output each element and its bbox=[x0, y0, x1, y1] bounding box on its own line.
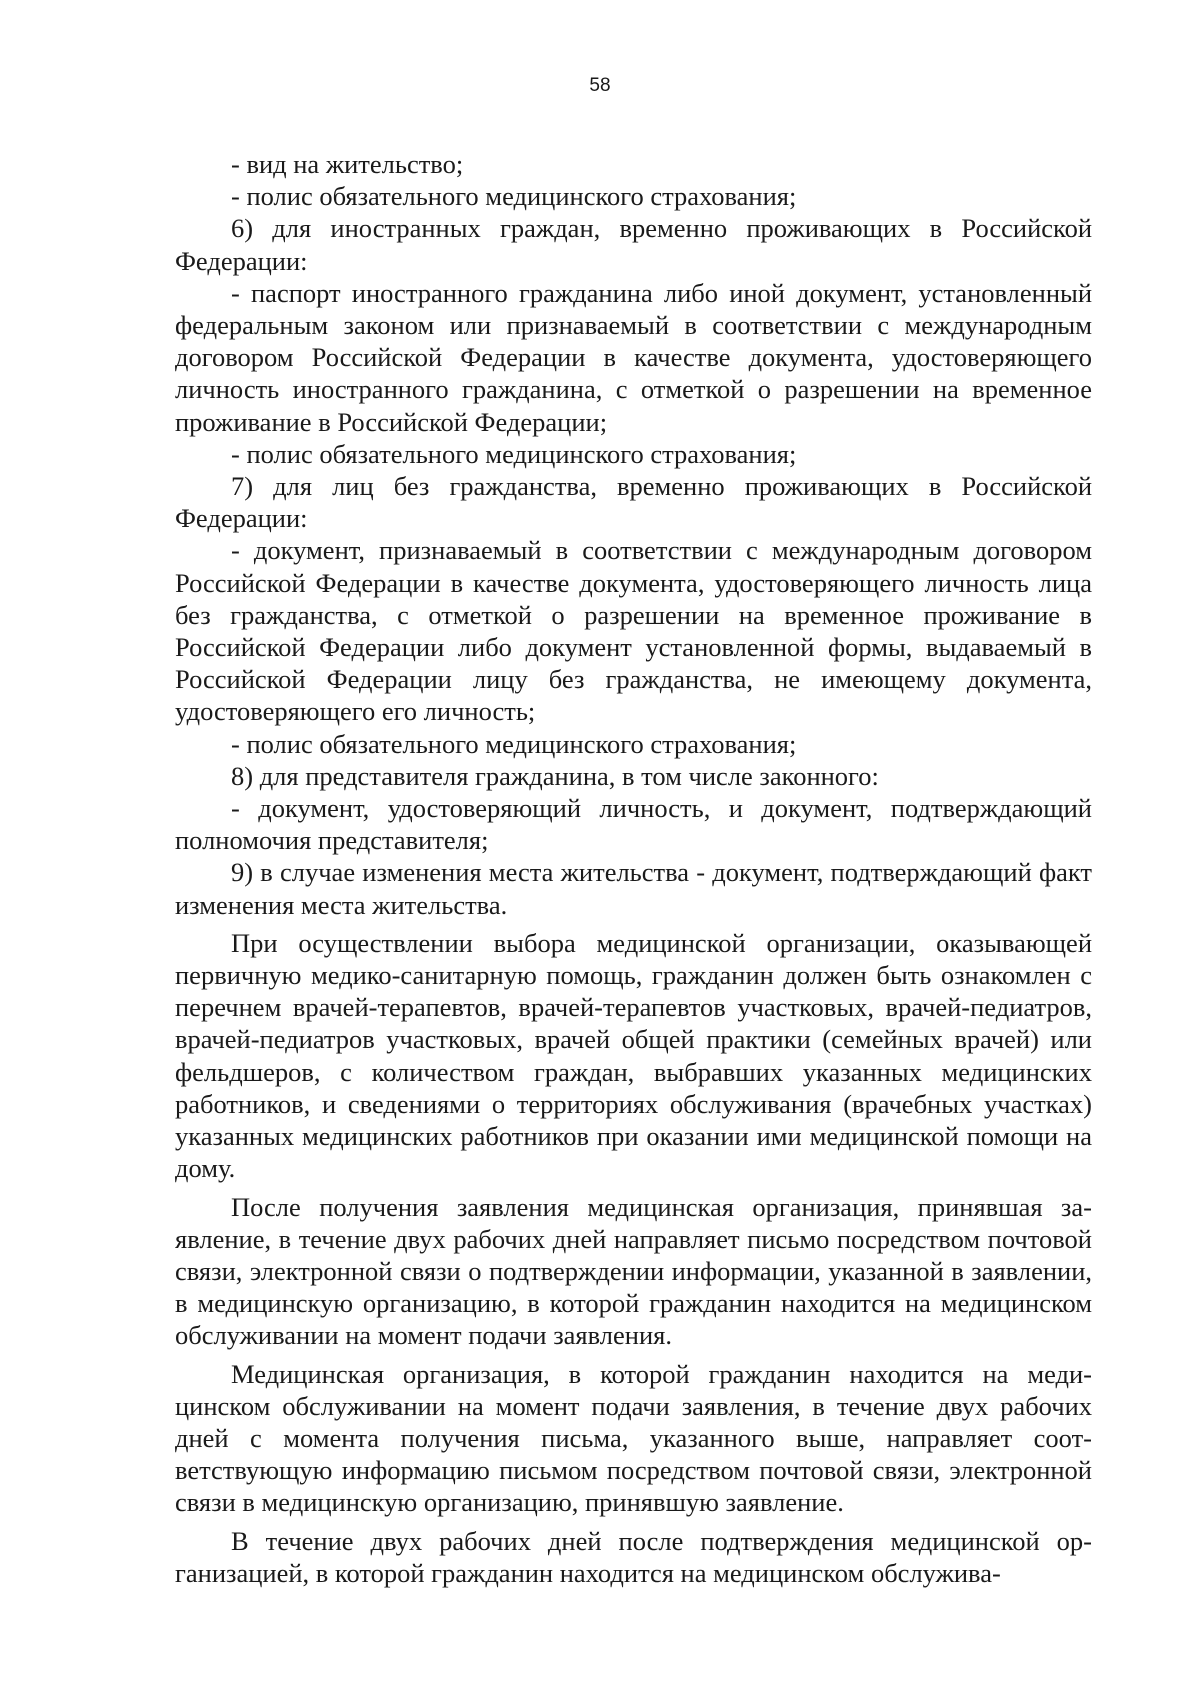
paragraph-representative-documents: - документ, удостоверяющий личность, и документ, подтверждающий полномочия представителя; bbox=[175, 793, 1092, 856]
paragraph-item-8: 8) для представителя гражданина, в том числе законного: bbox=[231, 760, 879, 791]
document-body bbox=[175, 148, 1092, 1589]
paragraph-item-7: 7) для лиц без гражданства, временно проживающих в Российской Федерации: bbox=[175, 471, 1092, 534]
paragraph-foreign-passport: - паспорт иностранного гражданина либо иной документ, установленный федеральным законом или признаваемый в соответствии с международным договором Российской Федерации в качестве документа, удостоверяющего личность иностранного гражданина, с отметкой о разрешении на временное проживание в Российской Федерации; bbox=[175, 277, 1092, 437]
paragraph-insurance-policy-3: - полис обязательного медицинского страхования; bbox=[231, 728, 797, 759]
paragraph-item-9: 9) в случае изменения места жительства - документ, подтверждающий факт изменения места жительства. bbox=[175, 857, 1092, 920]
paragraph-current-organization: Медицинская организация, в которой гражданин находится на медицинском обслуживании на момент подачи заявления, в течение двух рабочих дней с момента получения письма, указанного выше, направляет соответствующую информацию письмом посредством почтовой связи, электронной связи в медицинскую организацию, принявшую заявление. bbox=[175, 1358, 1092, 1518]
paragraph-item-6: 6) для иностранных граждан, временно проживающих в Российской Федерации: bbox=[175, 213, 1092, 276]
paragraph-insurance-policy-1: - полис обязательного медицинского страхования; bbox=[231, 181, 797, 212]
paragraph-residence-permit: - вид на жительство; bbox=[231, 149, 464, 179]
paragraph-choice-of-organization: При осуществлении выбора медицинской организации, оказывающей первичную медико-санитарную помощь, гражданин должен быть ознакомлен с перечнем врачей-терапевтов, врачей-терапевтов участковых, врачей-педиатров, врачей-педиатров участковых, врачей общей практики (семейных врачей) или фельдшеров, с количеством граждан, выбравших указанных медицинских работников, и сведениями о территориях обслуживания (врачебных участках) указанных медицинских работников при оказании ими медицинской помощи на дому. bbox=[175, 927, 1092, 1184]
paragraph-confirmation-period: В течение двух рабочих дней после подтверждения медицинской организацией, в которой гражданин находится на медицинском обслужива- bbox=[175, 1525, 1092, 1588]
page-number: 58 bbox=[589, 75, 611, 96]
paragraph-stateless-document: - документ, признаваемый в соответствии с международным договором Российской Федерации в качестве документа, удостоверяющего личность лица без гражданства, с отметкой о разрешении на временное проживание в Российской Федерации либо документ установленной формы, выдаваемый в Российской Федерации лицу без гражданства, не имеющему документа, удостоверяющего его личность; bbox=[175, 535, 1092, 727]
paragraph-insurance-policy-2: - полис обязательного медицинского страхования; bbox=[231, 438, 797, 469]
paragraph-after-application: После получения заявления медицинская организация, принявшая заявление, в течение двух рабочих дней направляет письмо посредством почтовой связи, электронной связи о подтверждении информации, указанной в заявлении, в медицинскую организацию, в которой гражданин находится на медицинском обслуживании на момент подачи заявления. bbox=[175, 1191, 1092, 1351]
